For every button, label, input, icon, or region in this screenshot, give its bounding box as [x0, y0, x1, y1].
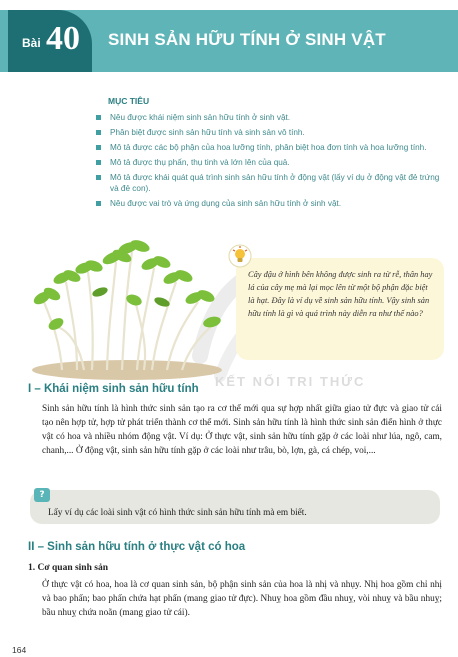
section-2-heading: II – Sinh sản hữu tính ở thực vật có hoa	[28, 541, 246, 553]
bullet-icon	[96, 201, 101, 206]
bullet-icon	[96, 175, 101, 180]
list-item: Nêu được khái niệm sinh sản hữu tính ở sinh vật.	[96, 112, 446, 123]
lesson-badge	[8, 10, 92, 72]
watermark-text: KẾT NỐI TRI THỨC	[215, 374, 366, 389]
lesson-title: SINH SẢN HỮU TÍNH Ở SINH VẬT	[108, 30, 386, 49]
list-item: Nêu được vai trò và ứng dụng của sinh sản hữu tính ở sinh vật.	[96, 198, 446, 209]
lesson-word: Bài	[22, 36, 41, 50]
bullet-icon	[96, 160, 101, 165]
intro-question-box	[236, 258, 444, 360]
section-1-heading: I – Khái niệm sinh sản hữu tính	[28, 383, 199, 395]
subsection-1-title: 1. Cơ quan sinh sản	[28, 563, 108, 573]
question-text: Lấy ví dụ các loài sinh vật có hình thức sinh sản hữu tính mà em biết.	[48, 508, 307, 518]
objectives-title: MỤC TIÊU	[108, 96, 150, 106]
question-box	[30, 490, 440, 524]
lesson-number: 40	[46, 20, 80, 57]
list-item: Mô tả được thụ phấn, thụ tinh và lớn lên của quả.	[96, 157, 446, 168]
list-item: Phân biệt được sinh sản hữu tính và sinh sản vô tính.	[96, 127, 446, 138]
question-icon: ?	[34, 488, 50, 502]
page-number: 164	[12, 645, 27, 655]
intro-question-text: Cây đậu ở hình bên không được sinh ra từ rễ, thân hay lá của cây mẹ mà lại mọc lên từ một bộ phận đặc biệt là hạt. Đây là ví dụ về sinh sản hữu tính. Vậy sinh sản hữu tính là gì và quá trình này diễn ra như thế nào?	[248, 270, 433, 318]
bullet-icon	[96, 115, 101, 120]
bullet-icon	[96, 130, 101, 135]
list-item: Mô tả được khái quát quá trình sinh sản hữu tính ở động vật (lấy ví dụ ở động vật đẻ trứng và đẻ con).	[96, 172, 446, 194]
list-item: Mô tả được các bộ phận của hoa lưỡng tính, phân biệt hoa đơn tính và hoa lưỡng tính.	[96, 142, 446, 153]
objectives-list	[96, 112, 446, 213]
bullet-icon	[96, 145, 101, 150]
lightbulb-icon	[228, 244, 252, 268]
bean-sprout-image	[22, 232, 232, 382]
section-1-paragraph: Sinh sản hữu tính là hình thức sinh sản tạo ra cơ thể mới qua sự hợp nhất giữa giao tử đực và giao tử cái tạo nên hợp tử, hợp tử phát triển thành cơ thể mới. Sinh sản hữu tính là hình thức sinh sản điển hình ở thực vật có hoa và nhiều nhóm động vật. Ví dụ: Ở thực vật, sinh sản hữu tính gặp ở các loài như lúa, ngô, cam, chanh,... Ở động vật, sinh sản hữu tính gặp ở các loài như trâu, bò, lợn, gà, cá chép, voi,...	[42, 404, 442, 456]
section-2-paragraph: Ở thực vật có hoa, hoa là cơ quan sinh sản, bộ phận sinh sản của hoa là nhị và nhụy. Nhị hoa gồm chỉ nhị và bao phấn; bao phấn chứa hạt phấn (mang giao tử đực). Nhuỵ hoa gồm đầu nhuỵ, vòi nhuỵ và bầu nhuỵ; bầu nhuỵ chứa noãn (mang giao tử cái).	[42, 580, 442, 618]
